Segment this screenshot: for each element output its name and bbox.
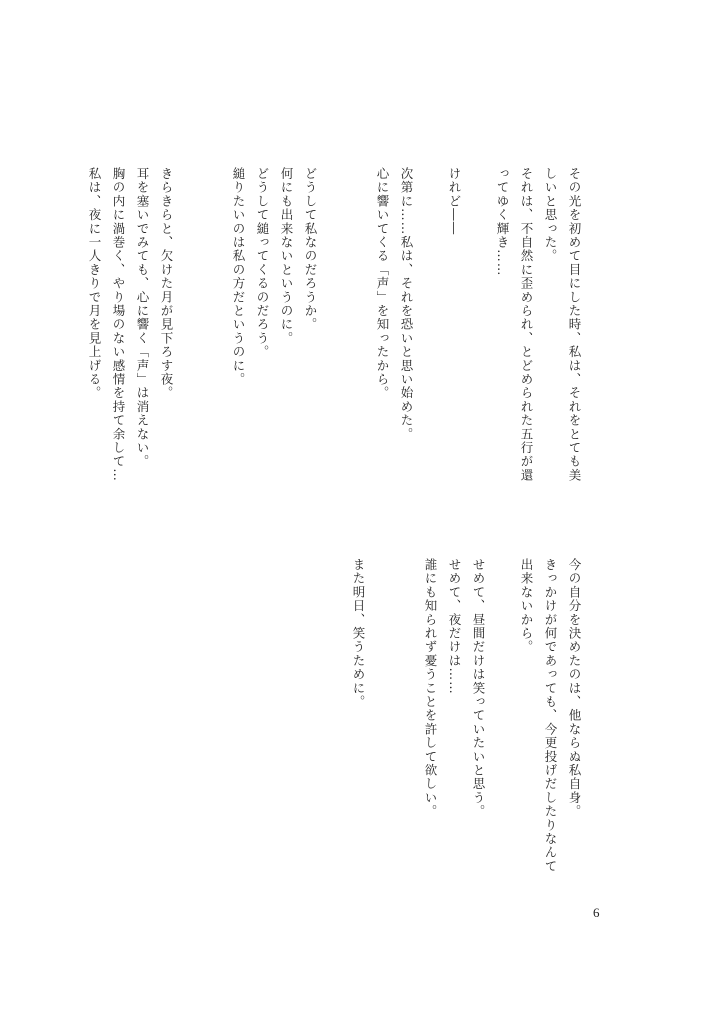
text-line: また明日、笑うために。 <box>351 558 366 709</box>
blank-line <box>490 558 514 888</box>
blank-line <box>202 167 226 497</box>
text-line: 心に響いてくる「声」を知ったから。 <box>375 167 390 400</box>
text-line: それは、不自然に歪められ、とどめられた五行が還 <box>519 167 534 483</box>
text-line: 誰にも知られず憂うことを許して欲しい。 <box>423 558 438 819</box>
text-line: 私は、夜に一人きりで月を見上げる。 <box>87 167 102 400</box>
text-line: 次第に……私は、それを恐いと思い始めた。 <box>399 167 414 441</box>
page-number: 6 <box>593 905 600 920</box>
text-line: 胸の内に渦巻く、やり場のない感情を持て余して… <box>111 167 126 483</box>
text-line: 縋りたいのは私の方だというのに。 <box>231 167 246 387</box>
blank-line <box>466 167 490 497</box>
lower-text-block <box>346 558 586 888</box>
text-line: しいと思った。 <box>543 167 558 263</box>
blank-line <box>418 167 442 497</box>
text-line: どうして縋ってくるのだろう。 <box>255 167 270 359</box>
text-line: 何にも出来ないというのに。 <box>279 167 294 346</box>
text-line: 出来ないから。 <box>519 558 534 654</box>
text-line: せめて、昼間だけは笑っていたいと思う。 <box>471 558 486 819</box>
text-line: けれど―― <box>447 167 462 236</box>
text-line: せめて、夜だけは…… <box>447 558 462 695</box>
text-line: その光を初めて目にした時、私は、それをとても美 <box>567 167 582 483</box>
text-line: ってゆく輝き…… <box>495 167 510 277</box>
text-line: きらきらと、欠けた月が見下ろす夜。 <box>159 167 174 400</box>
blank-line <box>178 167 202 497</box>
blank-line <box>322 167 346 497</box>
text-line: 今の自分を決めたのは、他ならぬ私自身。 <box>567 558 582 819</box>
blank-line <box>346 167 370 497</box>
text-line: きっかけが何であっても、今更投げだしたりなんて <box>543 558 558 874</box>
blank-line <box>394 558 418 888</box>
blank-line <box>370 558 394 888</box>
upper-text-block <box>82 167 586 497</box>
text-line: どうして私なのだろうか。 <box>303 167 318 332</box>
text-line: 耳を塞いでみても、心に響く「声」は消えない。 <box>135 167 150 469</box>
